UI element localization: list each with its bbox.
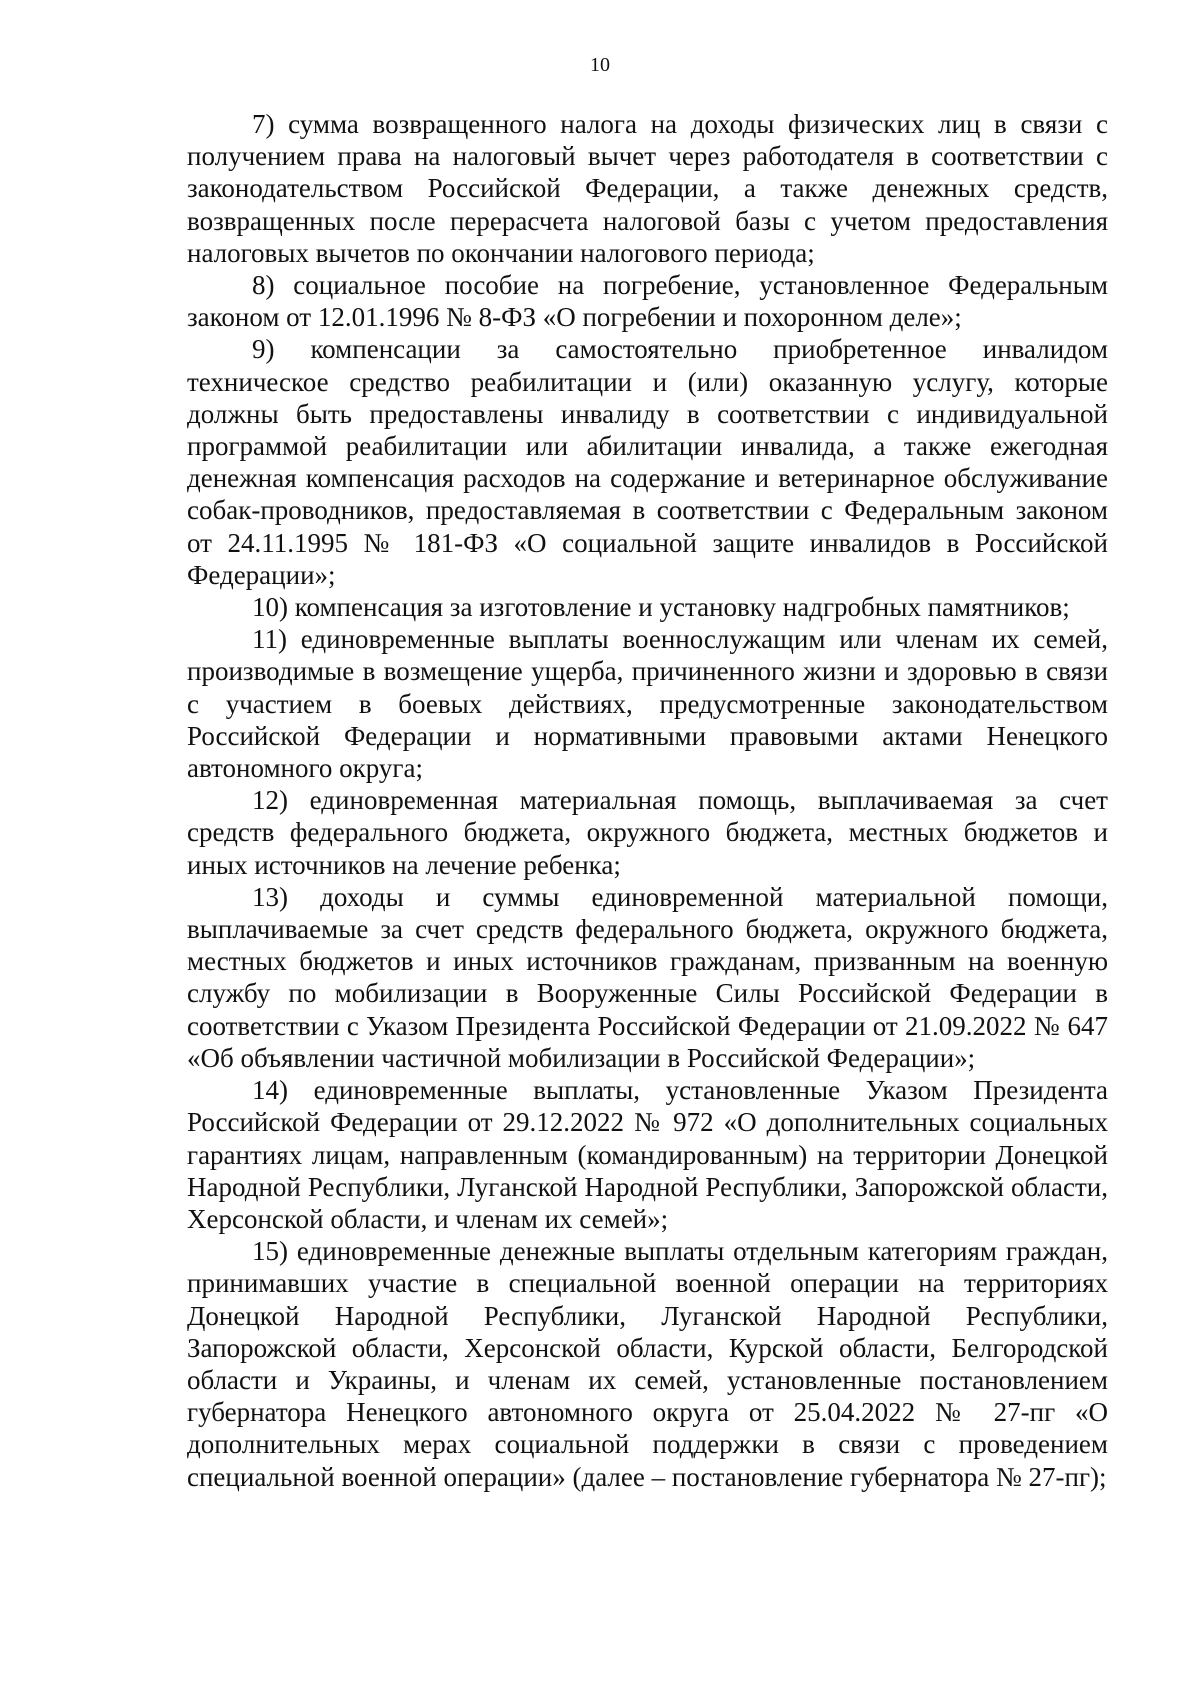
paragraph-item-8: 8) социальное пособие на погребение, установленное Федеральным законом от 12.01.1996 № 8-ФЗ «О погребении и похоронном деле»; — [187, 270, 1108, 333]
paragraph-item-9: 9) компенсации за самостоятельно приобретенное инвалидом техническое средство реабилитации и (или) оказанную услугу, которые должны быть предоставлены инвалиду в соответствии с индивидуальной программой реабилитации или абилитации инвалида, а также ежегодная денежная компенсация расходов на содержание и ветеринарное обслуживание собак-проводников, предоставляемая в соответствии с Федеральным законом от 24.11.1995 № 181-ФЗ «О социальной защите инвалидов в Российской Федерации»; — [187, 334, 1108, 590]
paragraph-item-14: 14) единовременные выплаты, установленные Указом Президента Российской Федерации от 29.12.2022 № 972 «О дополнительных социальных гарантиях лицам, направленным (командированным) на территории Донецкой Народной Республики, Луганской Народной Республики, Запорожской области, Херсонской области, и членам их семей»; — [187, 1075, 1108, 1234]
page-number: 10 — [590, 54, 610, 76]
paragraph-item-15: 15) единовременные денежные выплаты отдельным категориям граждан, принимавших участие в специальной военной операции на территориях Донецкой Народной Республики, Луганской Народной Республики, Запорожской области, Херсонской области, Курской области, Белгородской области и Украины, и членам их семей, установленные постановлением губернатора Ненецкого автономного округа от 25.04.2022 № 27-пг «О дополнительных мерах социальной поддержки в связи с проведением специальной военной операции» (далее – постановление губернатора № 27-пг); — [187, 1236, 1108, 1492]
paragraph-item-7: 7) сумма возвращенного налога на доходы физических лиц в связи с получением права на налоговый вычет через работодателя в соответствии с законодательством Российской Федерации, а также денежных средств, возвращенных после перерасчета налоговой базы с учетом предоставления налоговых вычетов по окончании налогового периода; — [187, 109, 1108, 268]
paragraph-item-13: 13) доходы и суммы единовременной материальной помощи, выплачиваемые за счет средств федерального бюджета, окружного бюджета, местных бюджетов и иных источников гражданам, призванным на военную службу по мобилизации в Вооруженные Силы Российской Федерации в соответствии с Указом Президента Российской Федерации от 21.09.2022 № 647 «Об объявлении частичной мобилизации в Российской Федерации»; — [187, 881, 1108, 1073]
paragraph-item-11: 11) единовременные выплаты военнослужащим или членам их семей, производимые в возмещение ущерба, причиненного жизни и здоровью в связи с участием в боевых действиях, предусмотренные законодательством Российской Федерации и нормативными правовыми актами Ненецкого автономного округа; — [187, 624, 1108, 784]
paragraph-item-10: 10) компенсация за изготовление и установку надгробных памятников; — [252, 592, 1070, 623]
document-body — [187, 108, 1108, 1493]
paragraph-item-12: 12) единовременная материальная помощь, выплачиваемая за счет средств федерального бюджета, окружного бюджета, местных бюджетов и иных источников на лечение ребенка; — [187, 785, 1108, 880]
